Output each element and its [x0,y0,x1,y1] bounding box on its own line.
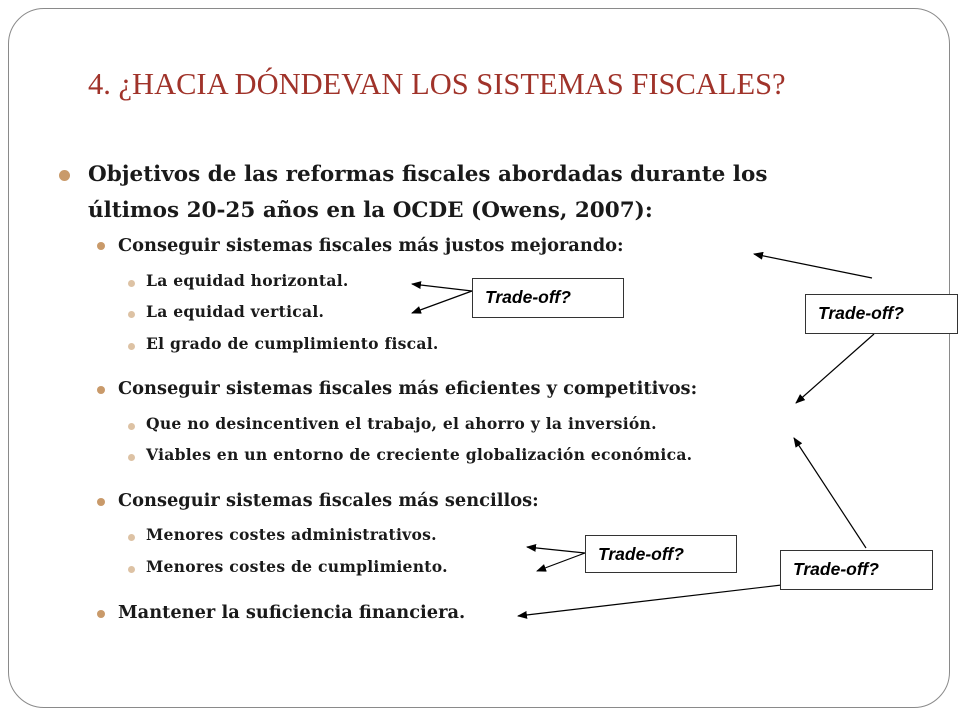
arrow [537,553,585,571]
trade-off-callout: Trade-off? [472,278,624,318]
slide-title: 4. ¿HACIA DÓNDEVAN LOS SISTEMAS FISCALES? [88,67,786,101]
arrow [527,547,585,553]
list-item: Menores costes de cumplimiento. [146,557,448,576]
arrow [412,291,472,313]
arrow [796,334,874,403]
list-item: Viables en un entorno de creciente globalización económica. [146,445,693,464]
group-heading: Conseguir sistemas fiscales más justos mejorando: [118,235,624,256]
list-item: El grado de cumplimiento fiscal. [146,334,439,353]
trade-off-callout: Trade-off? [780,550,933,590]
list-item: Que no desincentiven el trabajo, el ahorro y la inversión. [146,414,657,433]
objective-line-2: últimos 20-25 años en la OCDE (Owens, 2007): [88,198,653,223]
objective-line-1: Objetivos de las reformas fiscales abordadas durante los [88,162,768,187]
trade-off-callout: Trade-off? [585,535,737,573]
group-heading: Conseguir sistemas fiscales más sencillos: [118,490,539,511]
arrow [412,284,472,291]
arrow [794,438,866,548]
trade-off-callout: Trade-off? [805,294,958,334]
list-item: La equidad vertical. [146,302,325,321]
arrow [518,584,790,616]
group-heading: Conseguir sistemas fiscales más eficientes y competitivos: [118,378,698,399]
arrow [754,254,872,278]
group-heading: Mantener la suficiencia financiera. [118,602,466,623]
list-item: La equidad horizontal. [146,271,349,290]
list-item: Menores costes administrativos. [146,525,437,544]
